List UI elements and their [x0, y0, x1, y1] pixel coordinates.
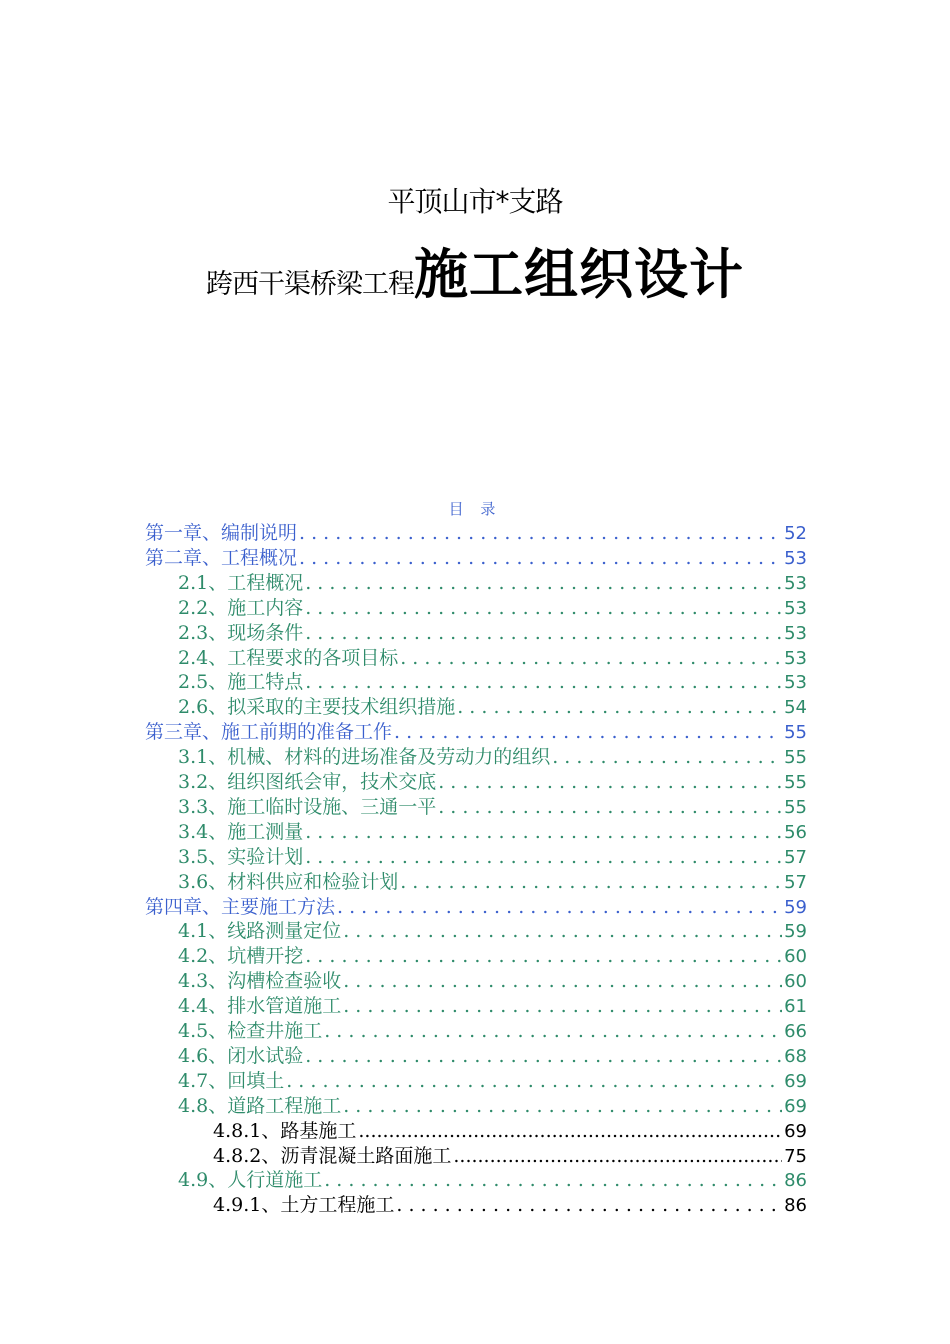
toc-dot-leader — [305, 944, 782, 969]
toc-dot-leader — [396, 1193, 782, 1218]
toc-dot-leader — [400, 646, 782, 671]
toc-entry-page: 60 — [784, 946, 807, 968]
toc-entry[interactable] — [178, 745, 807, 770]
toc-entry[interactable] — [145, 521, 807, 546]
toc-entry[interactable] — [178, 1094, 807, 1119]
toc-entry-label: 4.1、线路测量定位 — [178, 920, 342, 943]
toc-entry[interactable] — [145, 895, 807, 920]
toc-entry-page: 61 — [784, 996, 807, 1018]
toc-entry-label: 第四章、主要施工方法 — [145, 895, 336, 918]
toc-dot-leader — [343, 969, 782, 994]
toc-entry-label: 2.6、拟采取的主要技术组织措施 — [178, 696, 456, 719]
toc-entry[interactable] — [178, 1044, 807, 1069]
toc-entry-label: 4.6、闭水试验 — [178, 1044, 304, 1067]
toc-entry-label: 3.4、施工测量 — [178, 820, 304, 843]
toc-entry[interactable] — [178, 695, 807, 720]
toc-entry-page: 66 — [784, 1021, 807, 1042]
toc-entry-page: 75 — [784, 1145, 807, 1167]
toc-entry-label: 4.9.1、土方工程施工 — [213, 1194, 395, 1217]
toc-entry-label: 2.5、施工特点 — [178, 671, 304, 694]
toc-entry-label: 2.4、工程要求的各项目标 — [178, 646, 399, 669]
toc-dot-leader — [305, 670, 782, 695]
toc-entry-label: 3.3、施工临时设施、三通一平 — [178, 795, 437, 818]
toc-dot-leader — [305, 845, 782, 870]
toc-heading: 目 录 — [448, 500, 502, 518]
toc-entry-page: 53 — [784, 622, 807, 644]
toc-entry-label: 4.8、道路工程施工 — [178, 1094, 342, 1117]
toc-entry-page: 53 — [784, 647, 807, 669]
toc-entry-label: 2.2、施工内容 — [178, 596, 304, 619]
toc-entry-page: 55 — [784, 747, 807, 769]
toc-dot-leader — [343, 994, 782, 1019]
toc-entry-page: 57 — [784, 871, 807, 893]
toc-entry-page: 86 — [784, 1170, 807, 1192]
toc-entry-page: 55 — [784, 722, 807, 744]
toc-entry-label: 4.3、沟槽检查验收 — [178, 970, 342, 993]
toc-entry[interactable] — [178, 969, 807, 994]
toc-dot-leader — [343, 919, 782, 944]
toc-entry[interactable] — [178, 845, 807, 870]
toc-entry[interactable] — [178, 795, 807, 820]
toc-dot-leader — [343, 1094, 782, 1119]
toc-entry[interactable] — [145, 720, 807, 745]
toc-entry[interactable] — [213, 1193, 807, 1218]
toc-entry-label: 4.5、检查井施工 — [178, 1020, 323, 1042]
toc-entry-page: 53 — [784, 672, 807, 694]
toc-entry[interactable] — [178, 571, 807, 596]
toc-entry-label: 3.6、材料供应和检验计划 — [178, 870, 399, 893]
toc-dot-leader — [552, 745, 782, 770]
toc-dot-leader — [438, 795, 782, 820]
toc-dot-leader — [438, 770, 782, 795]
toc-entry-page: 53 — [784, 547, 807, 569]
title-project-name: 跨西干渠桥梁工程 — [206, 269, 414, 300]
toc-entry[interactable] — [178, 994, 807, 1019]
toc-entry-label: 4.8.1、路基施工 — [213, 1119, 357, 1142]
toc-entry-page: 86 — [784, 1195, 807, 1217]
toc-entry-label: 4.2、坑槽开挖 — [178, 945, 304, 968]
toc-entry-page: 69 — [784, 1120, 807, 1142]
toc-entry[interactable] — [178, 670, 807, 695]
toc-entry[interactable] — [178, 1069, 807, 1094]
toc-entry[interactable] — [178, 1168, 807, 1193]
toc-entry[interactable] — [178, 944, 807, 969]
toc-entry-page: 56 — [784, 821, 807, 843]
toc-entry[interactable] — [213, 1119, 807, 1144]
toc-entry[interactable] — [145, 546, 807, 571]
toc-dot-leader — [286, 1069, 782, 1094]
toc-entry-label: 第二章、工程概况 — [145, 546, 298, 569]
document-title-line2 — [0, 232, 950, 309]
toc-entry-label: 4.9、人行道施工 — [178, 1169, 323, 1192]
toc-entry-label: 第三章、施工前期的准备工作 — [145, 721, 393, 744]
toc-entry-page: 60 — [784, 971, 807, 993]
toc-dot-leader — [299, 521, 782, 546]
toc-dot-leader — [305, 596, 782, 621]
toc-entry[interactable] — [178, 820, 807, 845]
toc-entry-label: 3.5、实验计划 — [178, 845, 304, 868]
toc-entry-page: 68 — [784, 1045, 807, 1067]
toc-dot-leader — [453, 1144, 782, 1169]
toc-entry-page: 69 — [784, 1070, 807, 1092]
toc-dot-leader — [305, 621, 782, 646]
toc-entry-page: 54 — [784, 697, 807, 719]
toc-dot-leader — [305, 571, 782, 596]
toc-entry[interactable] — [178, 870, 807, 895]
toc-dot-leader — [299, 546, 782, 571]
toc-entry[interactable] — [178, 621, 807, 646]
toc-entry-label: 2.3、现场条件 — [178, 621, 304, 644]
toc-entry-page: 59 — [784, 921, 807, 943]
toc-entry-page: 55 — [784, 796, 807, 818]
toc-entry-label: 3.2、组织图纸会审，技术交底 — [178, 771, 437, 793]
toc-entry-page: 69 — [784, 1095, 807, 1117]
toc-dot-leader — [358, 1119, 782, 1144]
toc-entry-label: 2.1、工程概况 — [178, 571, 304, 594]
toc-dot-leader — [400, 870, 782, 895]
toc-dot-leader — [324, 1168, 782, 1193]
toc-entry[interactable] — [178, 770, 807, 795]
toc-entry-page: 59 — [784, 896, 807, 918]
toc-dot-leader — [305, 1044, 782, 1069]
toc-dot-leader — [337, 895, 782, 920]
toc-entry-page: 53 — [784, 572, 807, 594]
toc-entry-label: 4.4、排水管道施工 — [178, 995, 342, 1018]
toc-entry-label: 4.8.2、沥青混凝土路面施工 — [213, 1144, 452, 1167]
toc-entry[interactable] — [178, 1019, 807, 1044]
toc-entry-label: 3.1、机械、材料的进场准备及劳动力的组织 — [178, 746, 551, 769]
toc-entry[interactable] — [213, 1144, 807, 1169]
toc-dot-leader — [457, 695, 782, 720]
toc-entry-label: 第一章、编制说明 — [145, 522, 298, 544]
toc-dot-leader — [305, 820, 782, 845]
toc-entry-label: 4.7、回填土 — [178, 1069, 285, 1092]
toc-entry-page: 55 — [784, 772, 807, 793]
toc-entry[interactable] — [178, 596, 807, 621]
toc-entry[interactable] — [178, 919, 807, 944]
toc-dot-leader — [394, 720, 782, 745]
title-main: 施工组织设计 — [414, 243, 744, 306]
document-title-line1: 平顶山市*支路 — [387, 185, 563, 218]
toc-dot-leader — [324, 1019, 782, 1044]
toc-entry-page: 57 — [784, 846, 807, 868]
toc-entry[interactable] — [178, 646, 807, 671]
toc-entry-page: 53 — [784, 597, 807, 619]
toc-entry-page: 52 — [784, 523, 807, 544]
